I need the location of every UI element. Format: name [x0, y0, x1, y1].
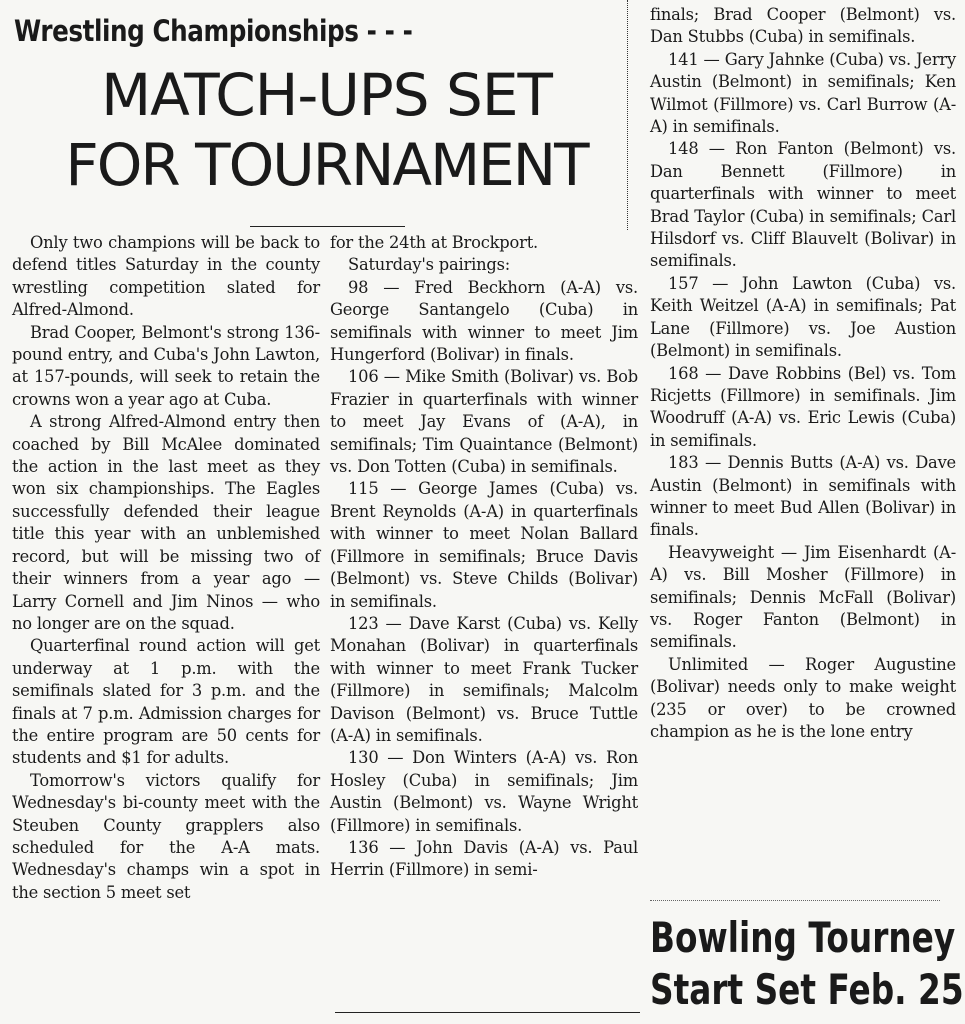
headline-line-1: MATCH-UPS SET — [101, 61, 552, 129]
next-story-line-1: Bowling Tourney — [650, 913, 956, 962]
paragraph: 148 — Ron Fanton (Belmont) vs. Dan Bennett (Fillmore) in quarterfinals with winner to meet Brad Taylor (Cuba) in semifinals; Carl Hilsdorf vs. Cliff Blauvelt (Bolivar) in semifinals. — [650, 139, 956, 271]
paragraph: 157 — John Lawton (Cuba) vs. Keith Weitzel (A-A) in semifinals; Pat Lane (Fillmore) vs. Joe Austion (Belmont) in semifinals. — [650, 273, 956, 361]
article-column-1 — [12, 232, 320, 904]
next-story-headline — [650, 912, 964, 1016]
paragraph: 168 — Dave Robbins (Bel) vs. Tom Ricjetts (Fillmore) in semifinals. Jim Woodruff (A-A) vs. Eric Lewis (Cuba) in semifinals. — [650, 363, 956, 450]
paragraph: 183 — Dennis Butts (A-A) vs. Dave Austin (Belmont) in semifinals with winner to meet Bud Allen (Bolivar) in finals. — [650, 453, 956, 540]
paragraph-continued: for the 24th at Brockport. — [330, 233, 539, 252]
paragraph: Heavyweight — Jim Eisenhardt (A-A) vs. Bill Mosher (Fillmore) in semifinals; Dennis McFall (Bolivar) vs. Roger Fanton (Belmont) in semifinals. — [650, 542, 956, 652]
paragraph: Quarterfinal round action will get underway at 1 p.m. with the semifinals slated for 3 p.m. and the finals at 7 p.m. Admission charges for the entire program are 50 cents for students and $1 for adults. — [12, 636, 320, 768]
paragraph: 136 — John Davis (A-A) vs. Paul Herrin (Fillmore) in semi- — [330, 837, 638, 880]
paragraph: 123 — Dave Karst (Cuba) vs. Kelly Monahan (Bolivar) in quarterfinals with winner to meet Frank Tucker (Fillmore) in semifinals; Malcolm Davison (Belmont) vs. Bruce Tuttle (A-A) in semifinals. — [330, 613, 638, 745]
headline-rule — [250, 226, 405, 227]
headline-line-2: FOR TOURNAMENT — [65, 131, 588, 199]
paragraph: Brad Cooper, Belmont's strong 136-pound entry, and Cuba's John Lawton, at 157-pounds, will seek to retain the crowns won a year ago at Cuba. — [12, 322, 320, 409]
paragraph: Unlimited — Roger Augustine (Bolivar) needs only to make weight (235 or over) to be crowned champion as he is the lone entry — [650, 654, 956, 741]
next-story-line-2: Start Set Feb. 25 — [650, 965, 964, 1014]
story-separator — [650, 900, 940, 901]
paragraph: 98 — Fred Beckhorn (A-A) vs. George Santangelo (Cuba) in semifinals with winner to meet Jim Hungerford (Bolivar) in finals. — [330, 277, 638, 365]
paragraph-continued: finals; Brad Cooper (Belmont) vs. Dan Stubbs (Cuba) in semifinals. — [650, 5, 956, 47]
article-column-2 — [330, 232, 638, 882]
paragraph: 106 — Mike Smith (Bolivar) vs. Bob Frazier in quarterfinals with winner to meet Jay Evans of (A-A), in semifinals; Tim Quaintance (Belmont) vs. Don Totten (Cuba) in semifinals. — [330, 367, 638, 477]
article-column-3 — [650, 4, 956, 743]
paragraph: 115 — George James (Cuba) vs. Brent Reynolds (A-A) in quarterfinals with winner to meet Nolan Ballard (Fillmore in semifinals; Bruce Davis (Belmont) vs. Steve Childs (Bolivar) in semifinals. — [330, 479, 638, 611]
main-headline — [14, 60, 639, 200]
column-divider — [627, 0, 628, 230]
paragraph: 141 — Gary Jahnke (Cuba) vs. Jerry Austin (Belmont) in semifinals; Ken Wilmot (Fillmore) vs. Carl Burrow (A-A) in semifinals. — [650, 49, 956, 137]
paragraph: Tomorrow's victors qualify for Wednesday's bi-county meet with the Steuben County grapplers also scheduled for the A-A mats. Wednesday's champs win a spot in the section 5 meet set — [12, 770, 320, 902]
paragraph: Saturday's pairings: — [348, 255, 511, 275]
column-end-rule — [335, 1012, 640, 1013]
paragraph: 130 — Don Winters (A-A) vs. Ron Hosley (Cuba) in semifinals; Jim Austin (Belmont) vs. Wayne Wright (Fillmore) in semifinals. — [330, 748, 638, 835]
kicker-headline: Wrestling Championships - - - — [14, 14, 413, 48]
paragraph: Only two champions will be back to defend titles Saturday in the county wrestling competition slated for Alfred-Almond. — [12, 233, 320, 320]
paragraph: A strong Alfred-Almond entry then coached by Bill McAlee dominated the action in the last meet as they won six championships. The Eagles successfully defended their league title this year with an unblemished record, but will be missing two of their winners from a year ago — Larry Cornell and Jim Ninos — who no longer are on the squad. — [12, 412, 320, 633]
